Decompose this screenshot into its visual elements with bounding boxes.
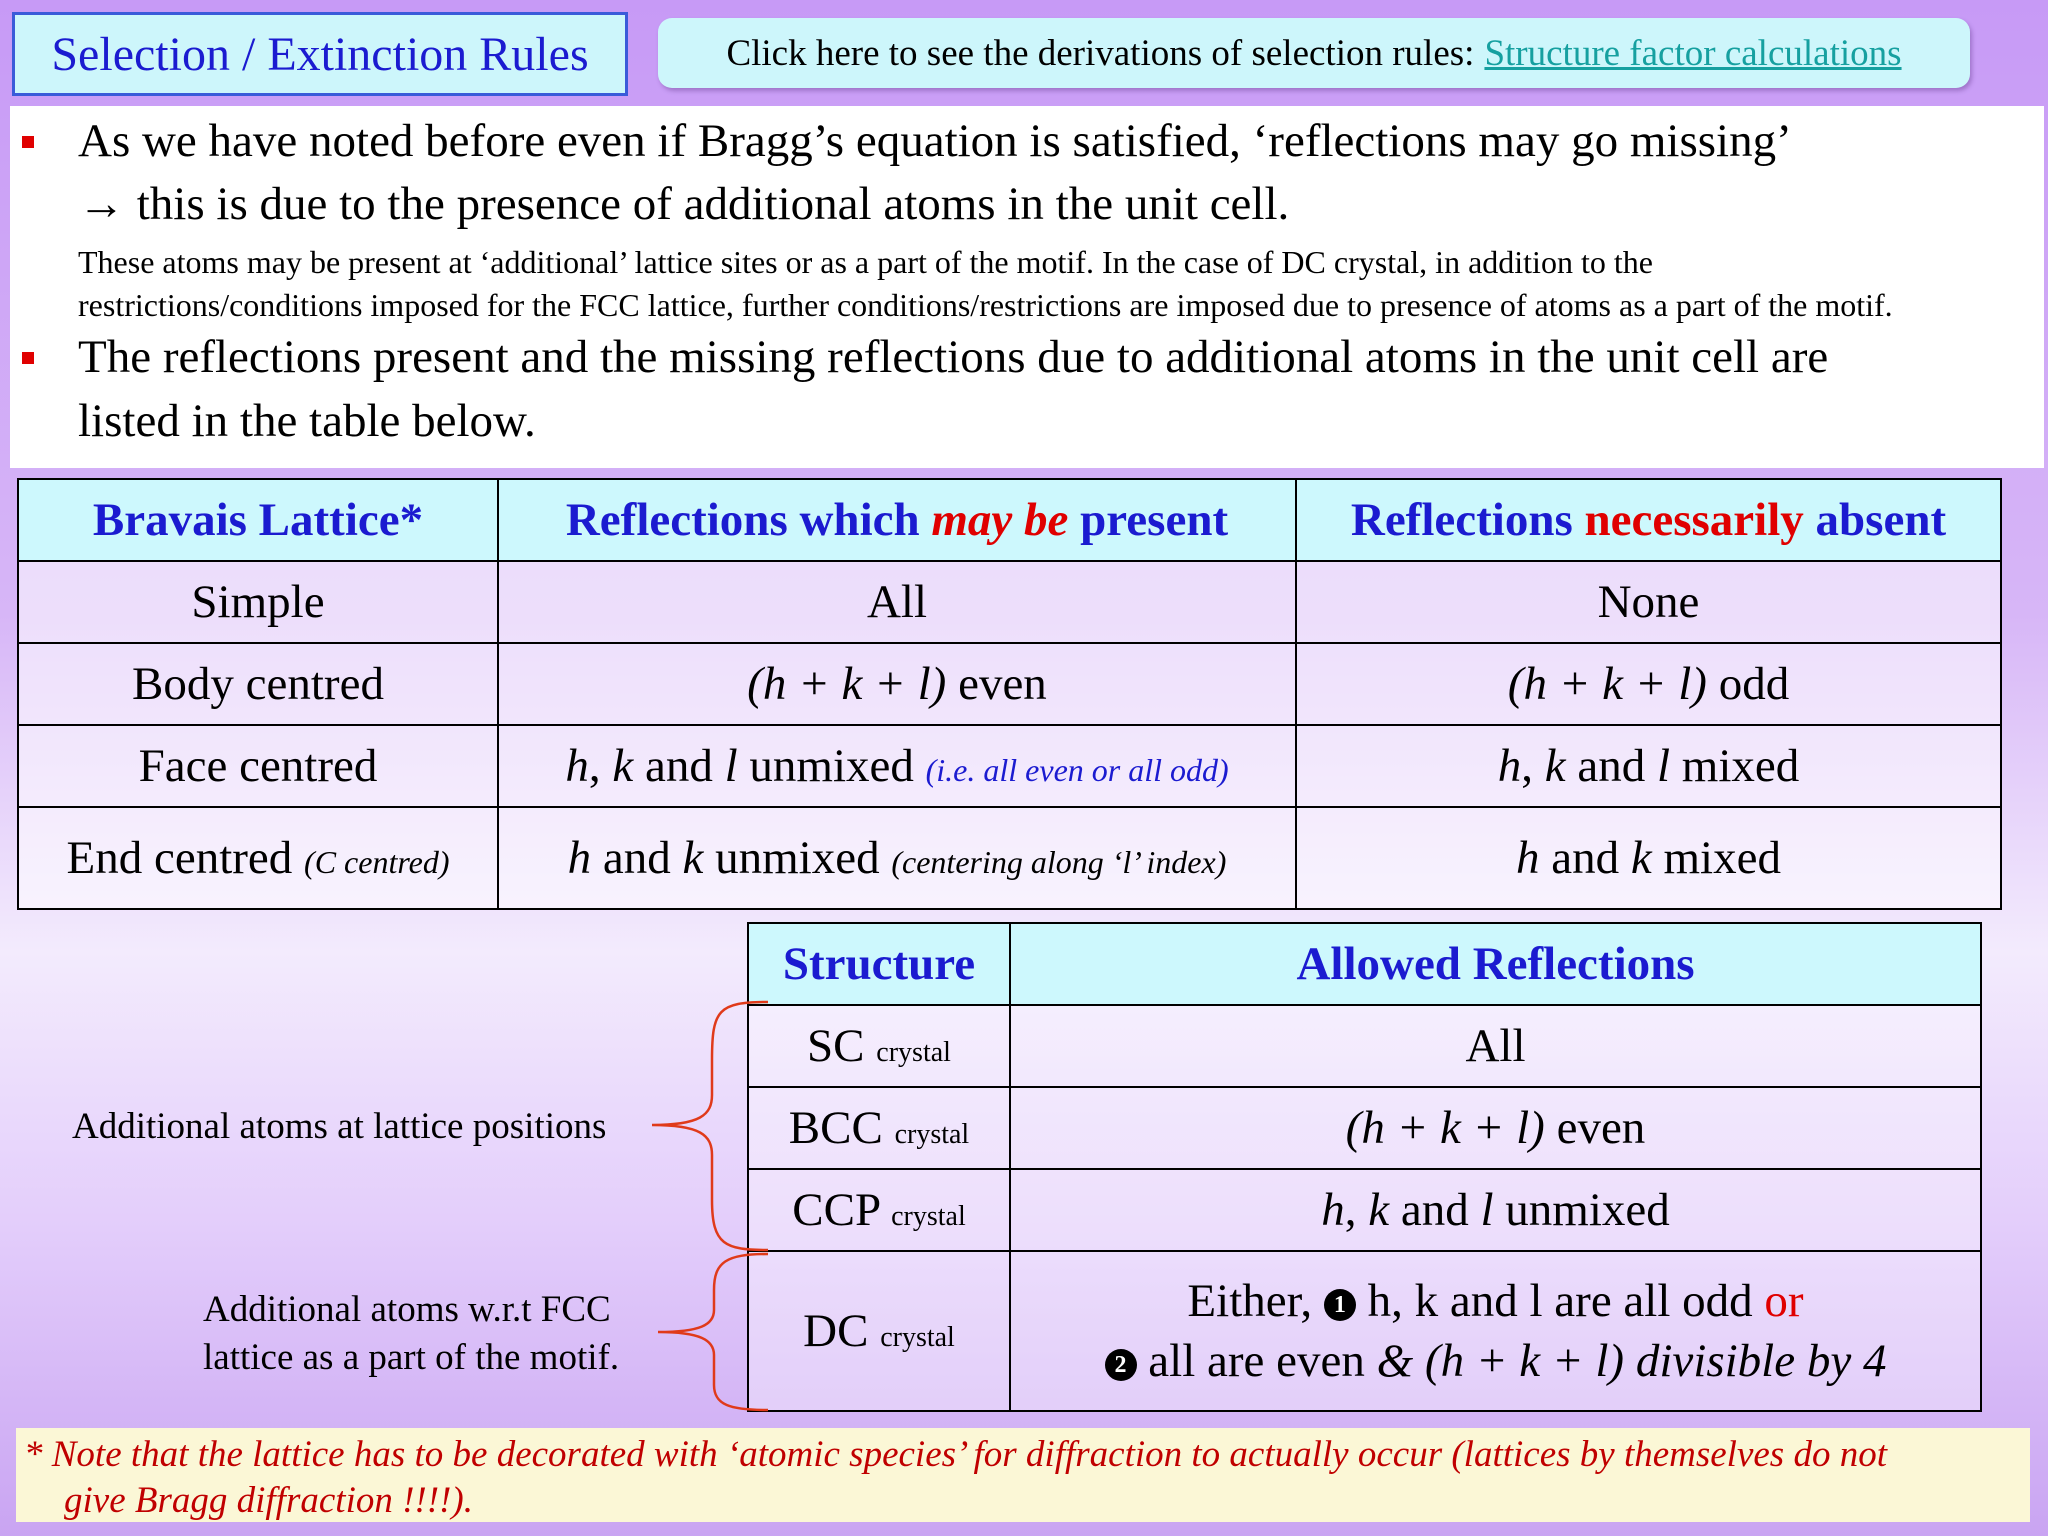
index-h: h: [1516, 832, 1540, 884]
and-text: and: [1539, 832, 1631, 884]
lattice-cell: Body centred: [18, 643, 498, 725]
bullet2-line1: The reflections present and the missing reflections due to additional atoms in the unit cell are: [78, 331, 1829, 383]
index-k: k: [612, 740, 634, 792]
condition-text: mixed: [1670, 740, 1800, 792]
index-k: k: [1544, 740, 1566, 792]
index-h: h: [565, 740, 589, 792]
lattice-positions-brace-icon: [652, 1002, 768, 1250]
condition-text: unmixed: [703, 832, 892, 884]
condition-text: even: [1544, 1102, 1646, 1154]
motif-brace-icon: [658, 1254, 768, 1410]
structure-name: DC: [803, 1305, 869, 1357]
condition-text: unmixed: [1493, 1184, 1670, 1236]
header-structure: Structure: [748, 923, 1010, 1005]
structure-name: CCP: [792, 1184, 880, 1236]
and-text: and: [633, 740, 725, 792]
index-h: h: [1321, 1184, 1345, 1236]
index-l: l: [1656, 740, 1671, 792]
header-text: absent: [1803, 494, 1947, 546]
bullet2-line2: listed in the table below.: [78, 395, 536, 447]
or-text: or: [1764, 1275, 1804, 1327]
bullet1-line1: As we have noted before even if Bragg’s equation is satisfied, ‘reflections may go missing’: [78, 115, 1792, 167]
lattice-name: End centred: [66, 832, 305, 884]
structure-subscript: crystal: [891, 1201, 966, 1232]
index-l: l: [724, 740, 738, 792]
header-bravais-lattice: Bravais Lattice*: [18, 479, 498, 561]
condition-text: h, k and l are all odd: [1355, 1275, 1765, 1327]
structure-name: BCC: [788, 1102, 883, 1154]
structure-subscript: crystal: [894, 1119, 970, 1150]
header-emphasis: may be: [931, 494, 1069, 546]
structure-factor-link[interactable]: Structure factor calculations: [1484, 32, 1902, 74]
condition-note: (i.e. all even or all odd): [925, 752, 1229, 788]
header-allowed-reflections: Allowed Reflections: [1010, 923, 1981, 1005]
index-h: h: [567, 832, 592, 884]
header-text: Reflections: [1350, 494, 1585, 546]
number-two-marker-icon: 2: [1105, 1349, 1137, 1381]
lattice-cell: Face centred: [18, 725, 498, 807]
hkl-expression: (h + k + l): [747, 658, 947, 710]
condition-text: all are even: [1136, 1335, 1377, 1387]
present-cell: All: [498, 561, 1296, 643]
allowed-cell: h, k and l unmixed: [1010, 1169, 1981, 1251]
bullet1-line2: → this is due to the presence of additional atoms in the unit cell.: [78, 178, 1290, 230]
divisibility-condition: & (h + k + l) divisible by 4: [1376, 1335, 1887, 1387]
motif-label-line1: Additional atoms w.r.t FCC: [203, 1289, 611, 1330]
index-h: h: [1497, 740, 1522, 792]
allowed-cell: All: [1010, 1005, 1981, 1087]
condition-text: odd: [1706, 658, 1790, 710]
condition-note: (centering along ‘l’ index): [891, 844, 1227, 880]
footnote-line2: give Bragg diffraction !!!!).: [64, 1480, 473, 1521]
motif-label-line2: lattice as a part of the motif.: [203, 1337, 620, 1378]
link-box-text: Click here to see the derivations of selection rules:: [726, 32, 1475, 74]
and-text: and: [591, 832, 683, 884]
slide-title: Selection / Extinction Rules: [12, 12, 628, 96]
lattice-note: (C centred): [304, 844, 450, 880]
header-emphasis: necessarily: [1584, 494, 1804, 546]
structure-subscript: crystal: [880, 1322, 955, 1353]
structure-subscript: crystal: [876, 1037, 951, 1068]
and-text: and: [1389, 1184, 1481, 1236]
hkl-expression: (h + k + l): [1507, 658, 1707, 710]
intro-note-line1: These atoms may be present at ‘additional’ lattice sites or as a part of the motif. In the case of DC crystal, in addition to the: [78, 244, 1653, 280]
condition-text: Either,: [1187, 1275, 1324, 1327]
present-cell: h, k and l unmixed (i.e. all even or all odd): [498, 725, 1296, 807]
index-k: k: [682, 832, 704, 884]
footnote: [16, 1428, 2030, 1522]
index-l: l: [1480, 1184, 1494, 1236]
index-k: k: [1368, 1184, 1390, 1236]
header-text: present: [1068, 494, 1229, 546]
number-one-marker-icon: 1: [1324, 1289, 1356, 1321]
index-k: k: [1630, 832, 1652, 884]
footnote-line1: * Note that the lattice has to be decorated with ‘atomic species’ for diffraction to actually occur (lattices by themselves do not: [24, 1434, 1887, 1475]
lattice-cell: Simple: [18, 561, 498, 643]
header-text: Reflections which: [565, 494, 932, 546]
structure-name: SC: [807, 1020, 865, 1072]
condition-text: even: [946, 658, 1047, 710]
absent-cell: h, k and l mixed: [1296, 725, 2001, 807]
condition-text: mixed: [1651, 832, 1781, 884]
absent-cell: None: [1296, 561, 2001, 643]
condition-text: unmixed: [737, 740, 926, 792]
intro-note-line2: restrictions/conditions imposed for the FCC lattice, further conditions/restrictions are imposed due to presence of atoms as a part of the motif.: [78, 287, 1893, 323]
and-text: and: [1565, 740, 1657, 792]
lattice-positions-label: Additional atoms at lattice positions: [72, 1106, 607, 1147]
hkl-expression: (h + k + l): [1345, 1102, 1545, 1154]
